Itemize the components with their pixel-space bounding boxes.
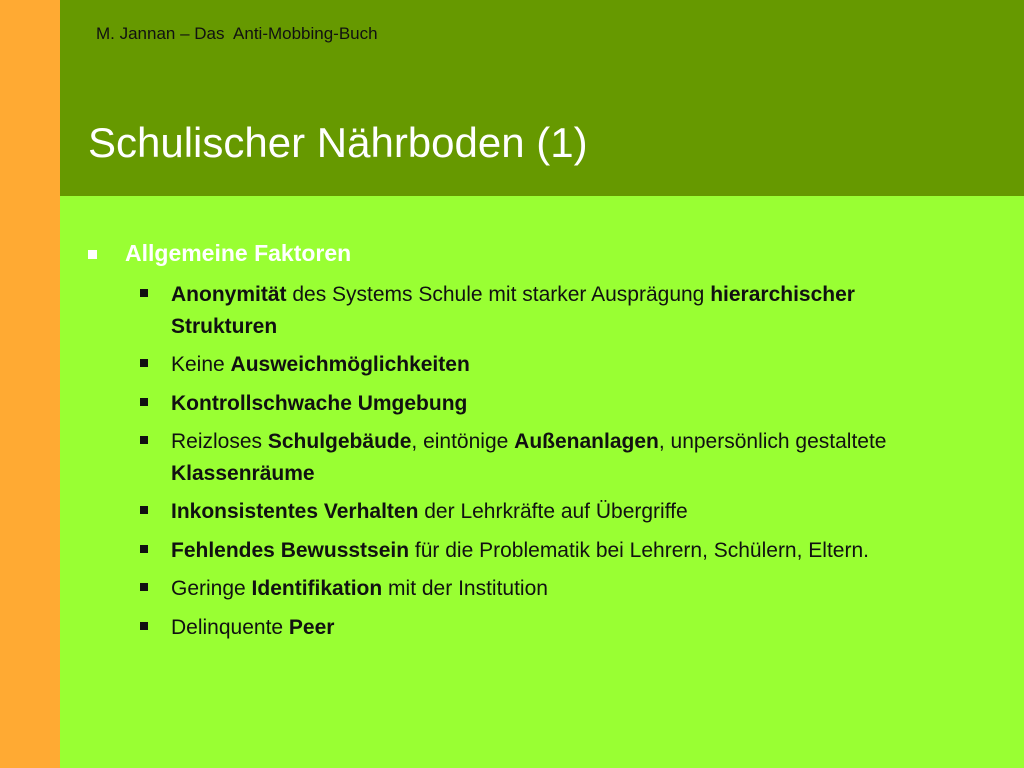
sub-bullet-text <box>171 612 334 644</box>
bold-term: Klassenräume <box>171 461 315 485</box>
plain-text: des Systems Schule mit starker Ausprägung <box>286 283 711 307</box>
plain-text: Reizloses <box>171 430 268 454</box>
bold-term: Schulgebäude <box>267 430 412 454</box>
square-bullet-icon <box>88 250 97 259</box>
sub-bullet-list <box>88 279 988 643</box>
square-bullet-icon <box>140 398 148 406</box>
sub-bullet-text <box>171 349 470 381</box>
slide-content <box>88 238 988 650</box>
sub-bullet-item <box>140 426 988 489</box>
sub-bullet-text <box>171 279 961 342</box>
plain-text: Keine <box>171 353 231 377</box>
bold-term: hierarchischer Strukturen <box>171 283 855 338</box>
square-bullet-icon <box>140 545 148 553</box>
bold-term: Peer <box>288 615 335 639</box>
header-caption: M. Jannan – Das Anti-Mobbing-Buch <box>96 24 378 43</box>
bold-term: Fehlendes Bewusstsein <box>171 538 410 562</box>
sub-bullet-item <box>140 573 988 605</box>
sub-bullet-text <box>171 535 869 567</box>
plain-text: Geringe <box>171 577 252 601</box>
bold-term: Anonymität <box>171 283 287 307</box>
plain-text: der Lehrkräfte auf Übergriffe <box>418 500 688 524</box>
sub-bullet-text <box>171 426 961 489</box>
sub-bullet-item <box>140 279 988 342</box>
sub-bullet-item <box>140 388 988 420</box>
bullet-level1 <box>88 238 988 269</box>
sub-bullet-text <box>171 496 688 528</box>
sub-bullet-item <box>140 612 988 644</box>
square-bullet-icon <box>140 506 148 514</box>
plain-text: , eintönige <box>411 430 515 454</box>
bullet-level1-text: Allgemeine Faktoren <box>125 240 352 266</box>
square-bullet-icon <box>140 583 148 591</box>
bold-term: Inkonsistentes Verhalten <box>171 500 419 524</box>
plain-text: , unpersönlich gestaltete <box>658 430 887 454</box>
left-accent-strip <box>0 0 60 768</box>
sub-bullet-item <box>140 496 988 528</box>
slide-title: Schulischer Nährboden (1) <box>88 119 588 166</box>
bold-term: Kontrollschwache Umgebung <box>171 391 468 415</box>
sub-bullet-text <box>171 573 548 605</box>
plain-text: für die Problematik bei Lehrern, Schülern, Eltern. <box>409 538 869 562</box>
plain-text: Delinquente <box>171 615 289 639</box>
square-bullet-icon <box>140 436 148 444</box>
plain-text: mit der Institution <box>382 577 548 601</box>
bold-term: Ausweichmöglichkeiten <box>230 353 470 377</box>
bold-term: Außenanlagen <box>514 430 659 454</box>
sub-bullet-item <box>140 535 988 567</box>
square-bullet-icon <box>140 622 148 630</box>
sub-bullet-text <box>171 388 467 420</box>
square-bullet-icon <box>140 289 148 297</box>
sub-bullet-item <box>140 349 988 381</box>
bold-term: Identifikation <box>251 577 383 601</box>
square-bullet-icon <box>140 359 148 367</box>
